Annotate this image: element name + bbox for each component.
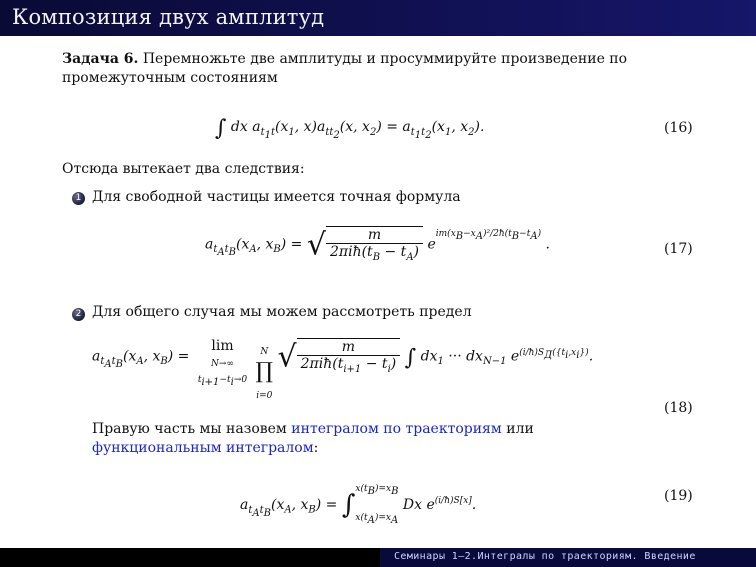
- equation-19-number: (19): [664, 488, 693, 504]
- footer-segment: [380, 548, 756, 567]
- consequences-text: Отсюда вытекает два следствия:: [62, 161, 305, 177]
- path-integral-paragraph: [92, 420, 652, 458]
- equation-19: $a_{t_At_B}(x_A$, $x_B) = \int x(t_B)=x_B$ $x(t_A)=x_A$ Dx $e^{(i/ħ)S[x]}$.: [240, 484, 477, 526]
- equation-16: ∫ dx $a_{t_1t}(x_1$, $x)a_{tt_2}(x$, $x_2) = a_{t_1t_2}(x_1$, $x_2$).: [215, 116, 485, 141]
- bullet-1: 1: [72, 192, 85, 205]
- functional-integral-link[interactable]: функциональным интегралом: [92, 440, 314, 456]
- task-label: Задача 6.: [62, 51, 139, 67]
- equation-18: $a_{t_At_B}(x_A$, $x_B) = \lim$ N→∞ $t_{i+1}-t_i\to 0$ N ∏ i=0 √ $\frac{m}{2\pi iħ(t_{i+1} - t_i)}$ ∫ $dx_1$ ··· $dx_{N-1}$ $e^{(i/ħ)S_Д(\{t_i,x_i\})}$.: [92, 338, 594, 401]
- slide-content: [0, 36, 756, 548]
- bullet-2: 2: [72, 308, 85, 321]
- para-suffix: :: [313, 440, 319, 456]
- equation-17-number: (17): [664, 241, 693, 257]
- item-1-text: Для свободной частицы имеется точная формула: [92, 189, 461, 205]
- equation-17: $a_{t_At_B}(x_A$, $x_B$) = √ $\frac{m}{2\pi iħ(t_B - t_A)}$ $e^{im(x_B-x_A)^2/2ħ(t_B-t_A)}$ .: [205, 227, 550, 263]
- title-bar: [0, 0, 756, 36]
- para-prefix: Правую часть мы назовем: [92, 421, 287, 437]
- equation-16-number: (16): [664, 120, 693, 136]
- para-or: или: [506, 421, 534, 437]
- path-integral-link[interactable]: интегралом по траекториям: [291, 421, 502, 437]
- slide-title: Композиция двух амплитуд: [12, 5, 325, 29]
- item-2-text: Для общего случая мы можем рассмотреть предел: [92, 304, 472, 320]
- footer-text: Семинары 1–2.Интегралы по траекториям. Введение: [394, 551, 696, 562]
- footer-bar: [0, 548, 756, 567]
- task-paragraph: [62, 50, 702, 88]
- equation-18-number: (18): [664, 400, 693, 416]
- task-text: Перемножьте две амплитуды и просуммируйте произведение по промежуточным состояниям: [62, 51, 628, 86]
